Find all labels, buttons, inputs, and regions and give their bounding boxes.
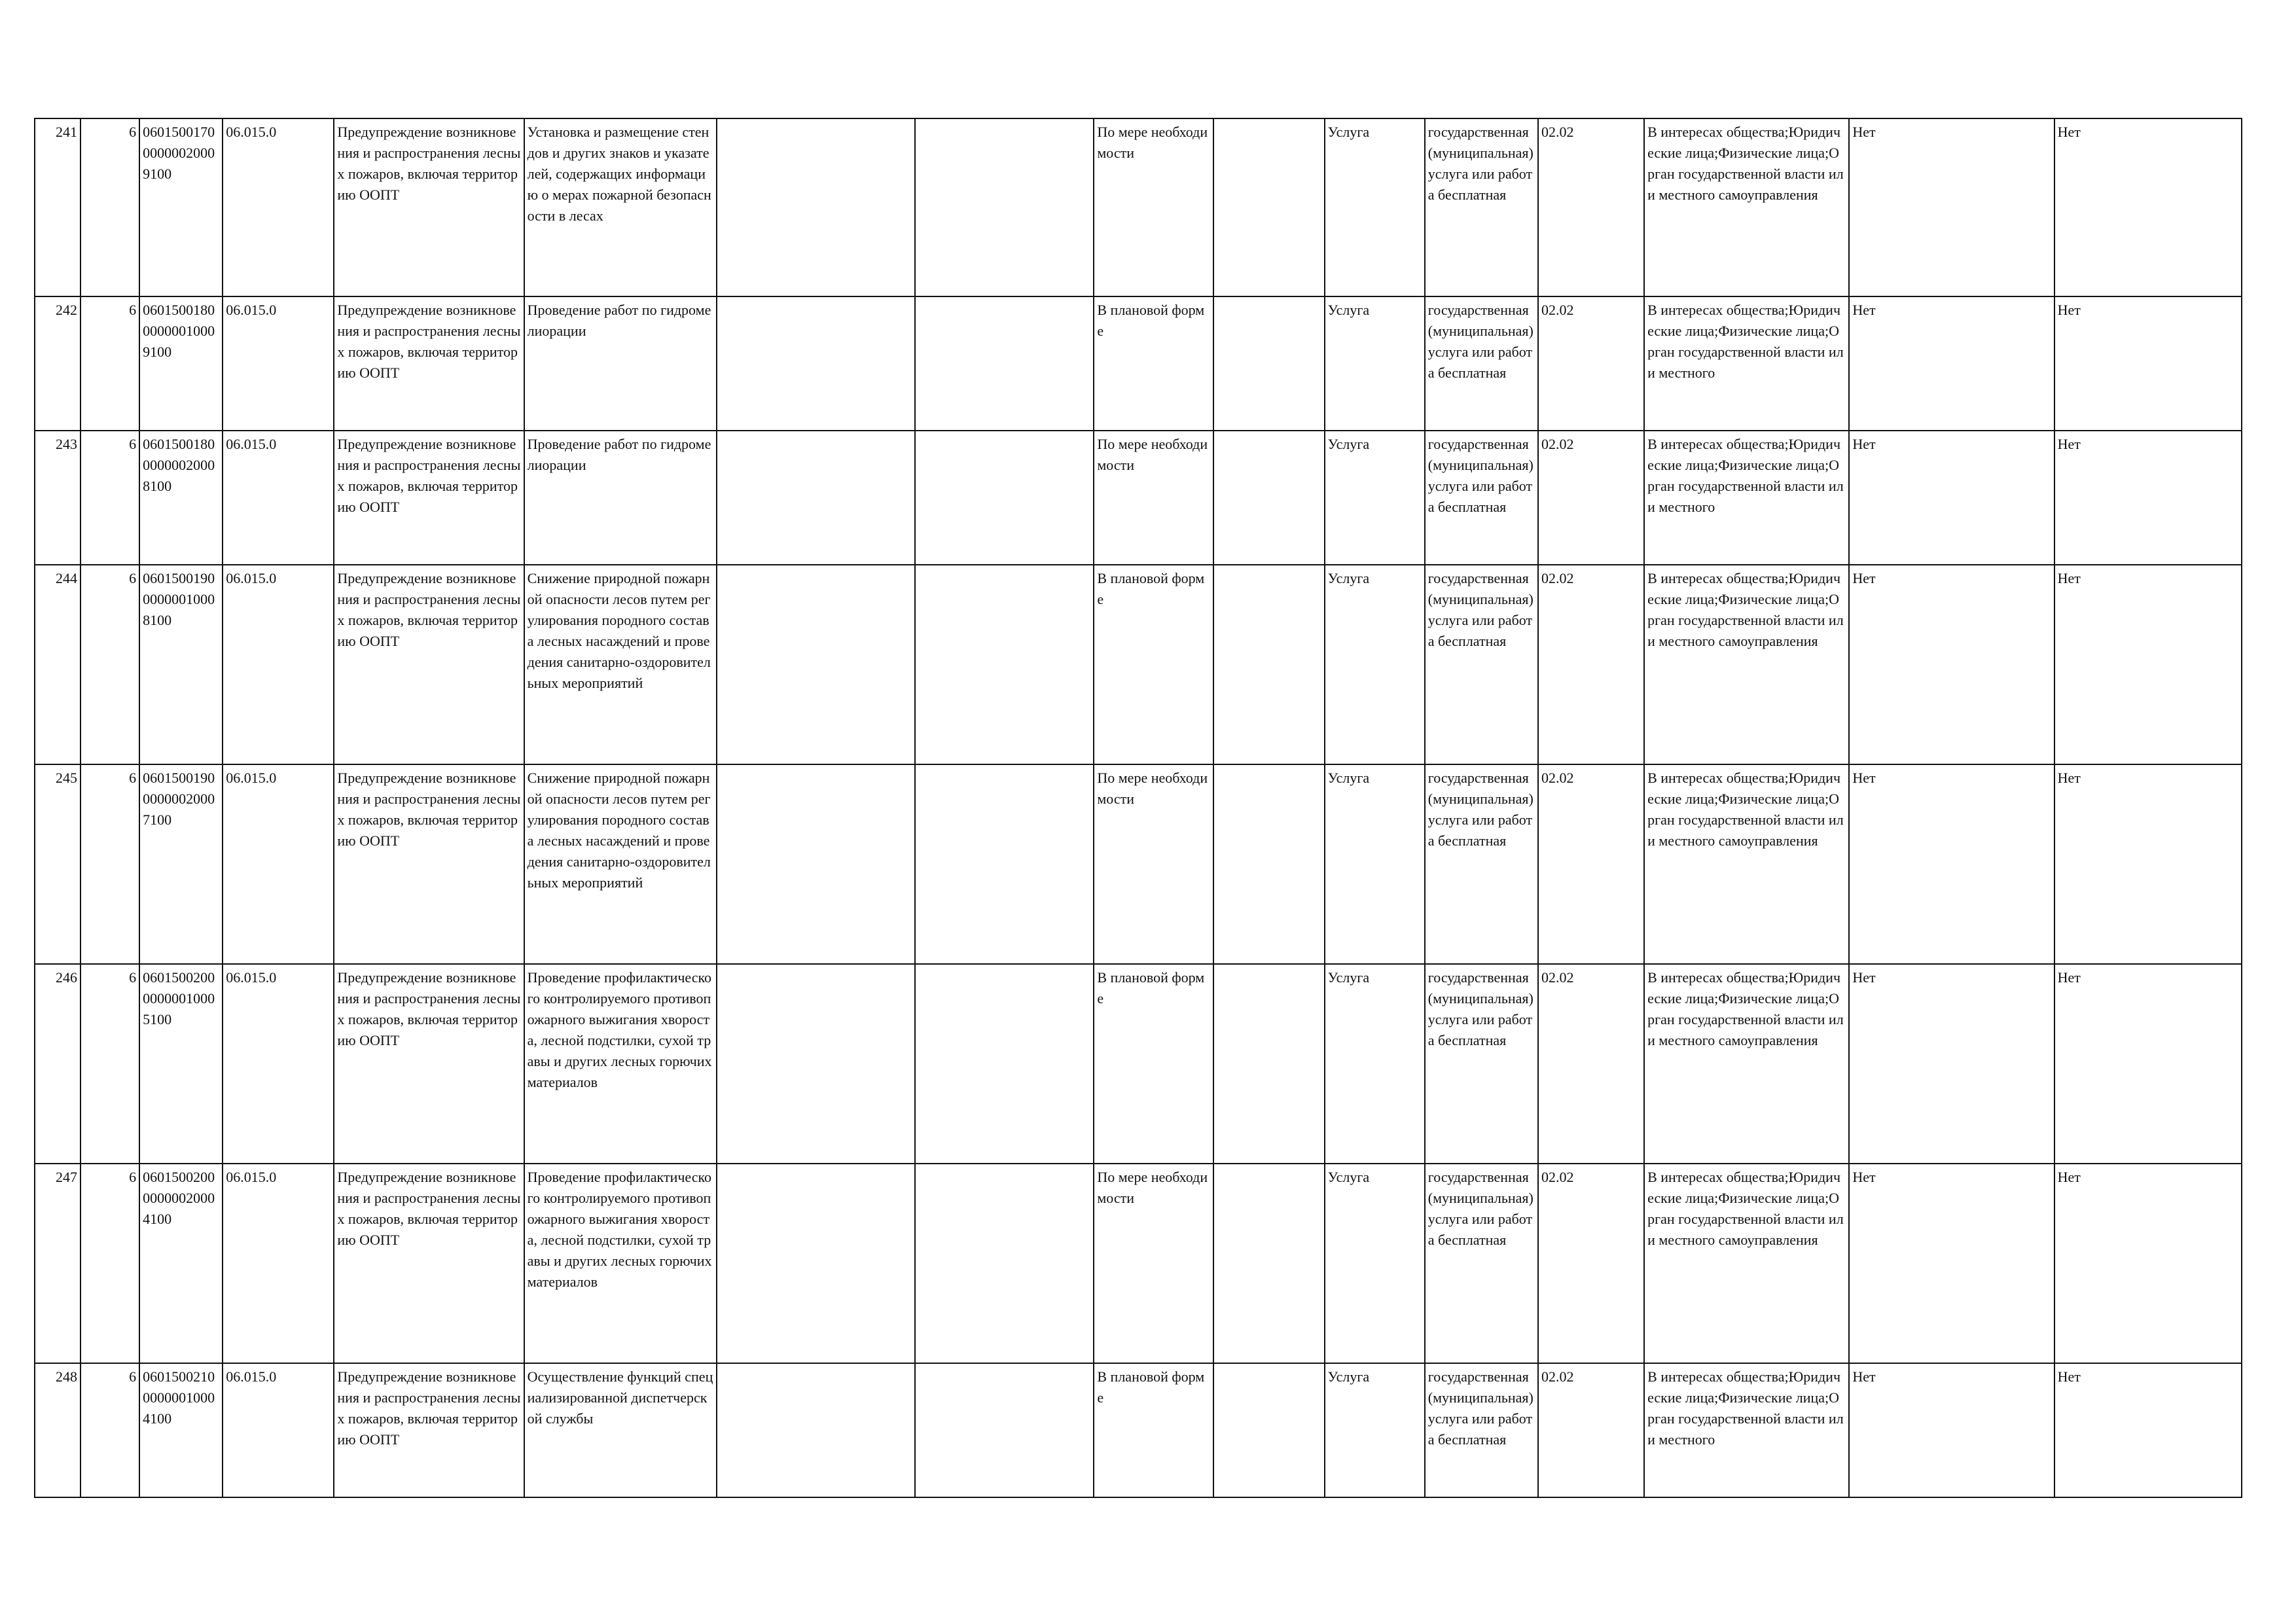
flag-cell-2: Нет	[2054, 1164, 2242, 1363]
registry-code-cell: 060150019000000010008100	[139, 565, 223, 764]
section-code-cell: 02.02	[1538, 1363, 1644, 1497]
flag-cell-1: Нет	[1849, 964, 2054, 1164]
flag-cell-1: Нет	[1849, 1363, 2054, 1497]
okved-code-cell: 06.015.0	[223, 118, 334, 296]
row-number: 243	[35, 431, 81, 565]
registry-code-cell: 060150018000000010009100	[139, 296, 223, 431]
work-content-cell: Осуществление функций специализированной диспетчерской службы	[524, 1363, 717, 1497]
empty-cell	[915, 964, 1094, 1164]
empty-cell	[717, 1164, 915, 1363]
empty-cell	[1213, 118, 1325, 296]
work-content-cell: Установка и размещение стендов и других знаков и указателей, содержащих информацию о мерах пожарной безопасности в лесах	[524, 118, 717, 296]
registry-code-cell: 060150019000000020007100	[139, 764, 223, 964]
payment-cell: государственная (муниципальная) услуга или работа бесплатная	[1425, 431, 1538, 565]
registry-table	[34, 118, 2242, 1498]
table-row	[35, 118, 2242, 296]
flag-cell-2: Нет	[2054, 764, 2242, 964]
empty-cell	[717, 764, 915, 964]
table-row	[35, 431, 2242, 565]
service-name-cell: Предупреждение возникновения и распространения лесных пожаров, включая территорию ООПТ	[334, 565, 524, 764]
empty-cell	[1213, 764, 1325, 964]
periodicity-cell: По мере необходимости	[1094, 1164, 1213, 1363]
periodicity-cell: В плановой форме	[1094, 296, 1213, 431]
consumers-cell: В интересах общества;Юридические лица;Физические лица;Орган государственной власти или местного	[1644, 296, 1849, 431]
registry-code-cell: 060150020000000020004100	[139, 1164, 223, 1363]
flag-cell-1: Нет	[1849, 296, 2054, 431]
registry-code-cell: 060150020000000010005100	[139, 964, 223, 1164]
payment-cell: государственная (муниципальная) услуга или работа бесплатная	[1425, 1164, 1538, 1363]
periodicity-cell: В плановой форме	[1094, 964, 1213, 1164]
empty-cell	[915, 118, 1094, 296]
type-cell: Услуга	[1325, 764, 1425, 964]
flag-cell-2: Нет	[2054, 431, 2242, 565]
flag-cell-2: Нет	[2054, 118, 2242, 296]
consumers-cell: В интересах общества;Юридические лица;Физические лица;Орган государственной власти или местного самоуправления	[1644, 1164, 1849, 1363]
section-code-cell: 02.02	[1538, 964, 1644, 1164]
type-cell: Услуга	[1325, 1164, 1425, 1363]
table-row	[35, 1363, 2242, 1497]
payment-cell: государственная (муниципальная) услуга или работа бесплатная	[1425, 118, 1538, 296]
type-cell: Услуга	[1325, 296, 1425, 431]
okved-code-cell: 06.015.0	[223, 764, 334, 964]
consumers-cell: В интересах общества;Юридические лица;Физические лица;Орган государственной власти или местного самоуправления	[1644, 118, 1849, 296]
okved-code-cell: 06.015.0	[223, 296, 334, 431]
okved-code-cell: 06.015.0	[223, 1164, 334, 1363]
work-content-cell: Снижение природной пожарной опасности лесов путем регулирования породного состава лесных насаждений и проведения санитарно-оздоровительных мероприятий	[524, 764, 717, 964]
empty-cell	[717, 296, 915, 431]
flag-cell-1: Нет	[1849, 1164, 2054, 1363]
section-code-cell: 02.02	[1538, 431, 1644, 565]
level-cell: 6	[81, 565, 139, 764]
level-cell: 6	[81, 964, 139, 1164]
empty-cell	[1213, 296, 1325, 431]
flag-cell-2: Нет	[2054, 565, 2242, 764]
service-name-cell: Предупреждение возникновения и распространения лесных пожаров, включая территорию ООПТ	[334, 431, 524, 565]
payment-cell: государственная (муниципальная) услуга или работа бесплатная	[1425, 964, 1538, 1164]
service-name-cell: Предупреждение возникновения и распространения лесных пожаров, включая территорию ООПТ	[334, 118, 524, 296]
empty-cell	[717, 565, 915, 764]
registry-code-cell: 060150018000000020008100	[139, 431, 223, 565]
payment-cell: государственная (муниципальная) услуга или работа бесплатная	[1425, 565, 1538, 764]
registry-code-cell: 060150021000000010004100	[139, 1363, 223, 1497]
work-content-cell: Снижение природной пожарной опасности лесов путем регулирования породного состава лесных насаждений и проведения санитарно-оздоровительных мероприятий	[524, 565, 717, 764]
empty-cell	[1213, 964, 1325, 1164]
okved-code-cell: 06.015.0	[223, 565, 334, 764]
okved-code-cell: 06.015.0	[223, 964, 334, 1164]
type-cell: Услуга	[1325, 565, 1425, 764]
empty-cell	[915, 431, 1094, 565]
empty-cell	[915, 764, 1094, 964]
work-content-cell: Проведение работ по гидромелиорации	[524, 431, 717, 565]
payment-cell: государственная (муниципальная) услуга или работа бесплатная	[1425, 1363, 1538, 1497]
flag-cell-1: Нет	[1849, 431, 2054, 565]
work-content-cell: Проведение профилактического контролируемого противопожарного выжигания хвороста, лесной подстилки, сухой травы и других лесных горючих материалов	[524, 1164, 717, 1363]
section-code-cell: 02.02	[1538, 764, 1644, 964]
consumers-cell: В интересах общества;Юридические лица;Физические лица;Орган государственной власти или местного	[1644, 431, 1849, 565]
empty-cell	[1213, 431, 1325, 565]
registry-code-cell: 060150017000000020009100	[139, 118, 223, 296]
service-name-cell: Предупреждение возникновения и распространения лесных пожаров, включая территорию ООПТ	[334, 296, 524, 431]
flag-cell-2: Нет	[2054, 964, 2242, 1164]
consumers-cell: В интересах общества;Юридические лица;Физические лица;Орган государственной власти или местного	[1644, 1363, 1849, 1497]
empty-cell	[915, 1363, 1094, 1497]
table-row	[35, 764, 2242, 964]
empty-cell	[717, 118, 915, 296]
table-row	[35, 296, 2242, 431]
service-name-cell: Предупреждение возникновения и распространения лесных пожаров, включая территорию ООПТ	[334, 764, 524, 964]
row-number: 242	[35, 296, 81, 431]
service-name-cell: Предупреждение возникновения и распространения лесных пожаров, включая территорию ООПТ	[334, 1363, 524, 1497]
type-cell: Услуга	[1325, 118, 1425, 296]
empty-cell	[915, 565, 1094, 764]
type-cell: Услуга	[1325, 964, 1425, 1164]
empty-cell	[915, 1164, 1094, 1363]
consumers-cell: В интересах общества;Юридические лица;Физические лица;Орган государственной власти или местного самоуправления	[1644, 565, 1849, 764]
payment-cell: государственная (муниципальная) услуга или работа бесплатная	[1425, 296, 1538, 431]
service-name-cell: Предупреждение возникновения и распространения лесных пожаров, включая территорию ООПТ	[334, 1164, 524, 1363]
okved-code-cell: 06.015.0	[223, 1363, 334, 1497]
consumers-cell: В интересах общества;Юридические лица;Физические лица;Орган государственной власти или местного самоуправления	[1644, 764, 1849, 964]
periodicity-cell: В плановой форме	[1094, 1363, 1213, 1497]
work-content-cell: Проведение работ по гидромелиорации	[524, 296, 717, 431]
empty-cell	[915, 296, 1094, 431]
level-cell: 6	[81, 118, 139, 296]
periodicity-cell: По мере необходимости	[1094, 764, 1213, 964]
type-cell: Услуга	[1325, 431, 1425, 565]
table-row	[35, 964, 2242, 1164]
row-number: 245	[35, 764, 81, 964]
consumers-cell: В интересах общества;Юридические лица;Физические лица;Орган государственной власти или местного самоуправления	[1644, 964, 1849, 1164]
table-row	[35, 565, 2242, 764]
row-number: 246	[35, 964, 81, 1164]
level-cell: 6	[81, 431, 139, 565]
level-cell: 6	[81, 764, 139, 964]
periodicity-cell: По мере необходимости	[1094, 118, 1213, 296]
section-code-cell: 02.02	[1538, 296, 1644, 431]
level-cell: 6	[81, 1363, 139, 1497]
row-number: 241	[35, 118, 81, 296]
registry-rows	[35, 118, 2242, 1497]
service-name-cell: Предупреждение возникновения и распространения лесных пожаров, включая территорию ООПТ	[334, 964, 524, 1164]
row-number: 244	[35, 565, 81, 764]
empty-cell	[1213, 565, 1325, 764]
row-number: 248	[35, 1363, 81, 1497]
flag-cell-2: Нет	[2054, 1363, 2242, 1497]
periodicity-cell: По мере необходимости	[1094, 431, 1213, 565]
table-row	[35, 1164, 2242, 1363]
row-number: 247	[35, 1164, 81, 1363]
okved-code-cell: 06.015.0	[223, 431, 334, 565]
level-cell: 6	[81, 296, 139, 431]
section-code-cell: 02.02	[1538, 565, 1644, 764]
flag-cell-2: Нет	[2054, 296, 2242, 431]
empty-cell	[1213, 1363, 1325, 1497]
registry-sheet	[34, 118, 2242, 1498]
level-cell: 6	[81, 1164, 139, 1363]
empty-cell	[717, 964, 915, 1164]
payment-cell: государственная (муниципальная) услуга или работа бесплатная	[1425, 764, 1538, 964]
empty-cell	[717, 431, 915, 565]
section-code-cell: 02.02	[1538, 118, 1644, 296]
periodicity-cell: В плановой форме	[1094, 565, 1213, 764]
flag-cell-1: Нет	[1849, 764, 2054, 964]
empty-cell	[1213, 1164, 1325, 1363]
empty-cell	[717, 1363, 915, 1497]
flag-cell-1: Нет	[1849, 118, 2054, 296]
type-cell: Услуга	[1325, 1363, 1425, 1497]
section-code-cell: 02.02	[1538, 1164, 1644, 1363]
flag-cell-1: Нет	[1849, 565, 2054, 764]
work-content-cell: Проведение профилактического контролируемого противопожарного выжигания хвороста, лесной подстилки, сухой травы и других лесных горючих материалов	[524, 964, 717, 1164]
